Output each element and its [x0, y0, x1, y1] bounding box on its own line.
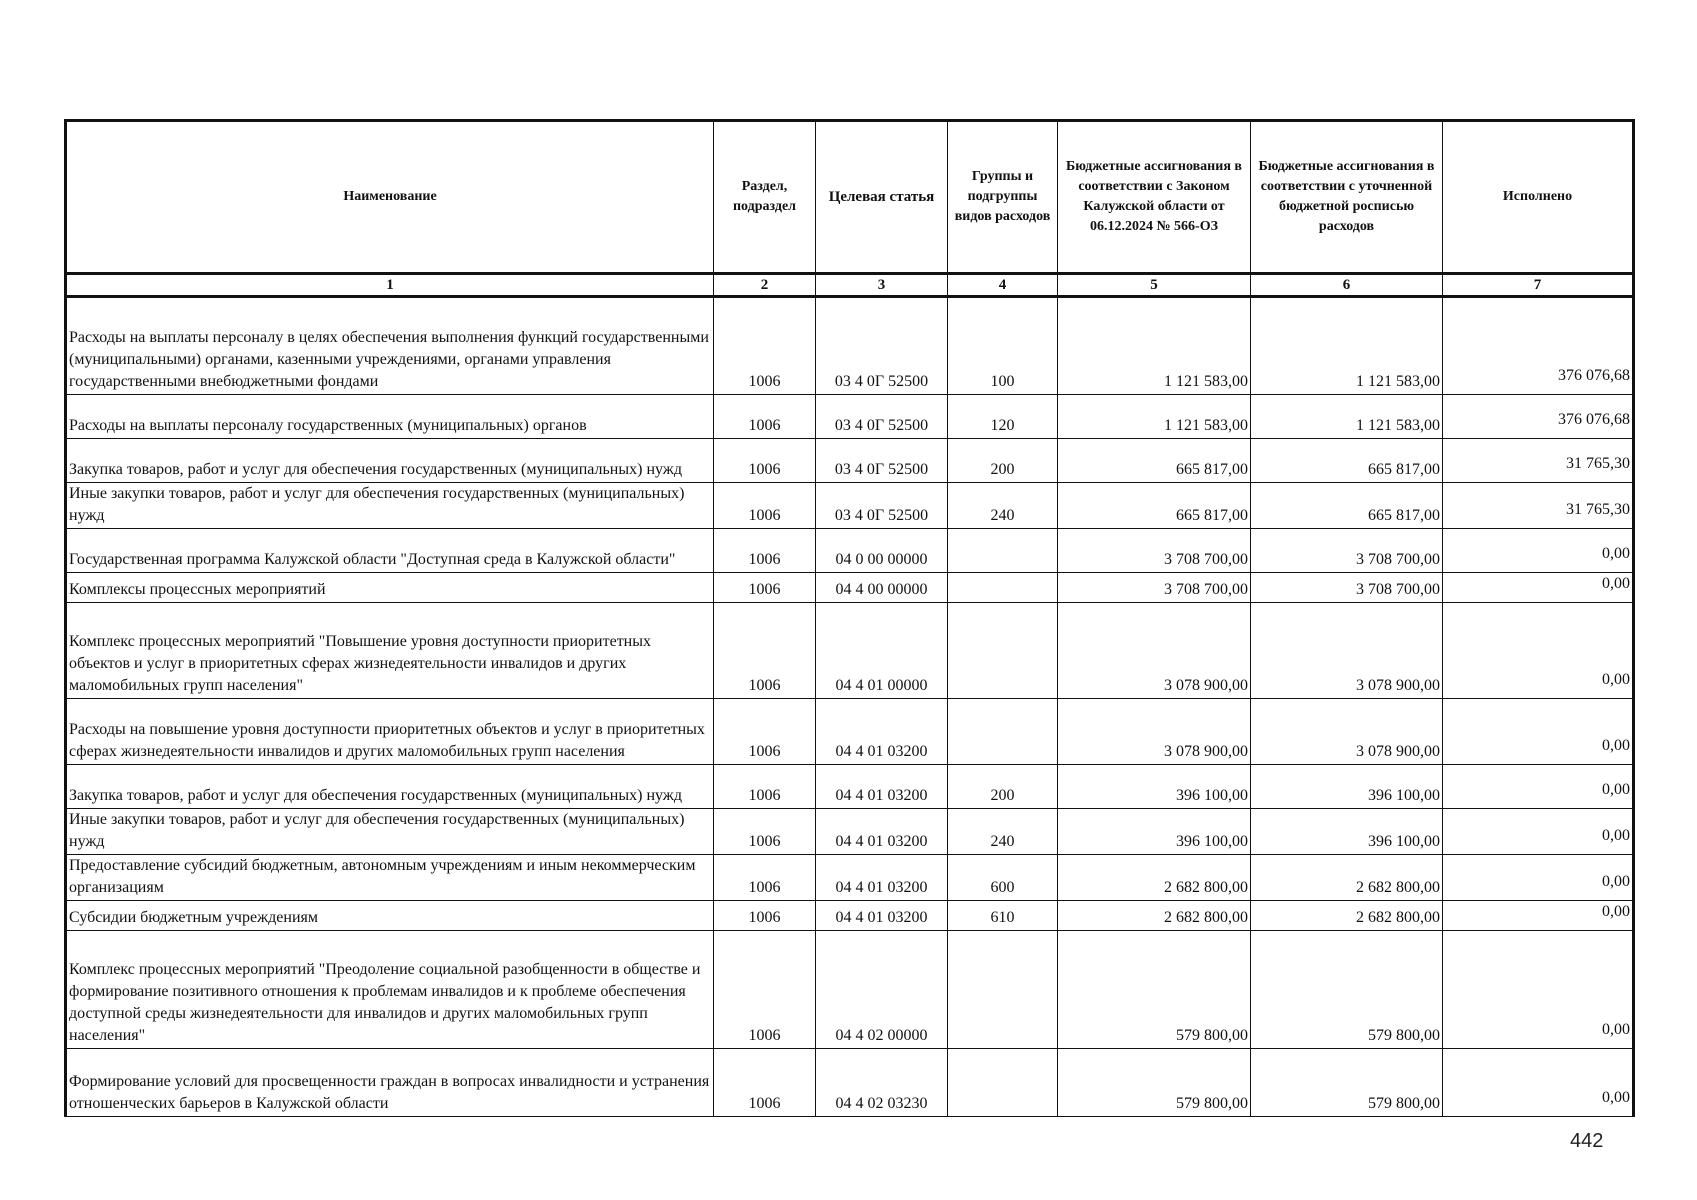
row-expense-group: 610 [948, 901, 1058, 931]
row-section: 1006 [714, 765, 816, 809]
row-executed: 31 765,30 [1443, 483, 1634, 529]
table-row [66, 603, 1634, 699]
column-number-row [66, 274, 1634, 297]
table-row [66, 1049, 1634, 1117]
row-name: Расходы на выплаты персоналу в целях обеспечения выполнения функций государственными (муниципальными) органами, казенными учреждениями, органами управления государственными внебюджетными фондами [66, 297, 714, 395]
row-section: 1006 [714, 1049, 816, 1117]
header-section: Раздел, подраздел [714, 121, 816, 274]
row-section: 1006 [714, 395, 816, 439]
row-section: 1006 [714, 439, 816, 483]
table-row [66, 765, 1634, 809]
header-row [66, 121, 1634, 274]
row-refined-allocation: 1 121 583,00 [1251, 395, 1443, 439]
row-target-article: 04 4 01 03200 [816, 765, 948, 809]
row-executed: 0,00 [1443, 1049, 1634, 1117]
row-section: 1006 [714, 931, 816, 1049]
row-executed: 0,00 [1443, 855, 1634, 901]
row-target-article: 03 4 0Г 52500 [816, 439, 948, 483]
row-expense-group [948, 699, 1058, 765]
row-target-article: 04 4 01 03200 [816, 901, 948, 931]
row-law-allocation: 3 078 900,00 [1058, 699, 1251, 765]
row-section: 1006 [714, 603, 816, 699]
row-refined-allocation: 3 078 900,00 [1251, 603, 1443, 699]
header-target-article: Целевая статья [816, 121, 948, 274]
row-section: 1006 [714, 297, 816, 395]
row-expense-group [948, 573, 1058, 603]
row-expense-group: 100 [948, 297, 1058, 395]
row-law-allocation: 1 121 583,00 [1058, 297, 1251, 395]
column-number: 4 [948, 274, 1058, 297]
row-name: Предоставление субсидий бюджетным, автономным учреждениям и иным некоммерческим организациям [66, 855, 714, 901]
row-section: 1006 [714, 573, 816, 603]
row-section: 1006 [714, 699, 816, 765]
row-law-allocation: 579 800,00 [1058, 931, 1251, 1049]
row-law-allocation: 3 708 700,00 [1058, 529, 1251, 573]
row-executed: 0,00 [1443, 901, 1634, 931]
table-row [66, 439, 1634, 483]
row-name: Закупка товаров, работ и услуг для обеспечения государственных (муниципальных) нужд [66, 765, 714, 809]
row-target-article: 03 4 0Г 52500 [816, 483, 948, 529]
row-name: Иные закупки товаров, работ и услуг для обеспечения государственных (муниципальных) нужд [66, 809, 714, 855]
row-law-allocation: 665 817,00 [1058, 439, 1251, 483]
row-name: Расходы на повышение уровня доступности приоритетных объектов и услуг в приоритетных сферах жизнедеятельности инвалидов и других маломобильных групп населения [66, 699, 714, 765]
column-number: 2 [714, 274, 816, 297]
row-name: Формирование условий для просвещенности граждан в вопросах инвалидности и устранения отношенческих барьеров в Калужской области [66, 1049, 714, 1117]
table-row [66, 699, 1634, 765]
row-name: Комплекс процессных мероприятий "Повышение уровня доступности приоритетных объектов и услуг в приоритетных сферах жизнедеятельности инвалидов и других маломобильных групп населения" [66, 603, 714, 699]
row-law-allocation: 3 078 900,00 [1058, 603, 1251, 699]
row-refined-allocation: 3 708 700,00 [1251, 529, 1443, 573]
table-row [66, 483, 1634, 529]
row-target-article: 04 4 01 00000 [816, 603, 948, 699]
row-refined-allocation: 396 100,00 [1251, 809, 1443, 855]
page-number: 442 [1570, 1130, 1604, 1152]
row-refined-allocation: 3 708 700,00 [1251, 573, 1443, 603]
row-section: 1006 [714, 529, 816, 573]
row-executed: 0,00 [1443, 603, 1634, 699]
row-executed: 376 076,68 [1443, 395, 1634, 439]
row-executed: 0,00 [1443, 931, 1634, 1049]
row-target-article: 04 4 02 00000 [816, 931, 948, 1049]
header-name: Наименование [66, 121, 714, 274]
row-law-allocation: 396 100,00 [1058, 765, 1251, 809]
row-section: 1006 [714, 855, 816, 901]
row-refined-allocation: 2 682 800,00 [1251, 901, 1443, 931]
header-executed: Исполнено [1443, 121, 1634, 274]
column-number: 3 [816, 274, 948, 297]
row-expense-group: 240 [948, 809, 1058, 855]
column-number: 7 [1443, 274, 1634, 297]
row-refined-allocation: 665 817,00 [1251, 439, 1443, 483]
row-expense-group: 600 [948, 855, 1058, 901]
header-refined-allocations: Бюджетные ассигнования в соответствии с уточненной бюджетной росписью расходов [1251, 121, 1443, 274]
row-refined-allocation: 665 817,00 [1251, 483, 1443, 529]
row-target-article: 04 0 00 00000 [816, 529, 948, 573]
row-name: Комплекс процессных мероприятий "Преодоление социальной разобщенности в обществе и формирование позитивного отношения к проблемам инвалидов и к проблеме обеспечения доступной среды жизнедеятельности для инвалидов и других маломобильных групп населения" [66, 931, 714, 1049]
table-row [66, 573, 1634, 603]
row-executed: 0,00 [1443, 529, 1634, 573]
table-row [66, 855, 1634, 901]
row-executed: 0,00 [1443, 809, 1634, 855]
budget-execution-table [64, 119, 1635, 1117]
column-number: 1 [66, 274, 714, 297]
row-expense-group [948, 529, 1058, 573]
row-law-allocation: 2 682 800,00 [1058, 901, 1251, 931]
row-refined-allocation: 579 800,00 [1251, 931, 1443, 1049]
row-law-allocation: 579 800,00 [1058, 1049, 1251, 1117]
column-number: 6 [1251, 274, 1443, 297]
row-target-article: 04 4 01 03200 [816, 699, 948, 765]
row-refined-allocation: 2 682 800,00 [1251, 855, 1443, 901]
row-target-article: 04 4 01 03200 [816, 855, 948, 901]
row-target-article: 03 4 0Г 52500 [816, 297, 948, 395]
row-target-article: 04 4 02 03230 [816, 1049, 948, 1117]
row-target-article: 04 4 01 03200 [816, 809, 948, 855]
row-name: Расходы на выплаты персоналу государственных (муниципальных) органов [66, 395, 714, 439]
row-law-allocation: 396 100,00 [1058, 809, 1251, 855]
row-refined-allocation: 579 800,00 [1251, 1049, 1443, 1117]
row-executed: 0,00 [1443, 699, 1634, 765]
row-law-allocation: 665 817,00 [1058, 483, 1251, 529]
row-target-article: 04 4 00 00000 [816, 573, 948, 603]
row-expense-group: 240 [948, 483, 1058, 529]
row-name: Государственная программа Калужской области "Доступная среда в Калужской области" [66, 529, 714, 573]
row-executed: 31 765,30 [1443, 439, 1634, 483]
row-executed: 0,00 [1443, 765, 1634, 809]
row-executed: 376 076,68 [1443, 297, 1634, 395]
table-row [66, 395, 1634, 439]
row-expense-group [948, 603, 1058, 699]
row-executed: 0,00 [1443, 573, 1634, 603]
row-section: 1006 [714, 483, 816, 529]
table-body [66, 297, 1634, 1117]
row-name: Закупка товаров, работ и услуг для обеспечения государственных (муниципальных) нужд [66, 439, 714, 483]
row-section: 1006 [714, 809, 816, 855]
row-expense-group: 200 [948, 765, 1058, 809]
row-section: 1006 [714, 901, 816, 931]
row-name: Субсидии бюджетным учреждениям [66, 901, 714, 931]
row-expense-group [948, 931, 1058, 1049]
table-row [66, 931, 1634, 1049]
table-row [66, 809, 1634, 855]
row-refined-allocation: 3 078 900,00 [1251, 699, 1443, 765]
row-expense-group: 120 [948, 395, 1058, 439]
table-row [66, 297, 1634, 395]
header-law-allocations: Бюджетные ассигнования в соответствии с Законом Калужской области от 06.12.2024 № 566-ОЗ [1058, 121, 1251, 274]
row-expense-group [948, 1049, 1058, 1117]
row-law-allocation: 3 708 700,00 [1058, 573, 1251, 603]
row-name: Комплексы процессных мероприятий [66, 573, 714, 603]
row-refined-allocation: 1 121 583,00 [1251, 297, 1443, 395]
row-name: Иные закупки товаров, работ и услуг для обеспечения государственных (муниципальных) нужд [66, 483, 714, 529]
table-row [66, 901, 1634, 931]
header-expense-groups: Группы и подгруппы видов расходов [948, 121, 1058, 274]
row-law-allocation: 2 682 800,00 [1058, 855, 1251, 901]
row-target-article: 03 4 0Г 52500 [816, 395, 948, 439]
column-number: 5 [1058, 274, 1251, 297]
row-refined-allocation: 396 100,00 [1251, 765, 1443, 809]
row-expense-group: 200 [948, 439, 1058, 483]
table-row [66, 529, 1634, 573]
row-law-allocation: 1 121 583,00 [1058, 395, 1251, 439]
